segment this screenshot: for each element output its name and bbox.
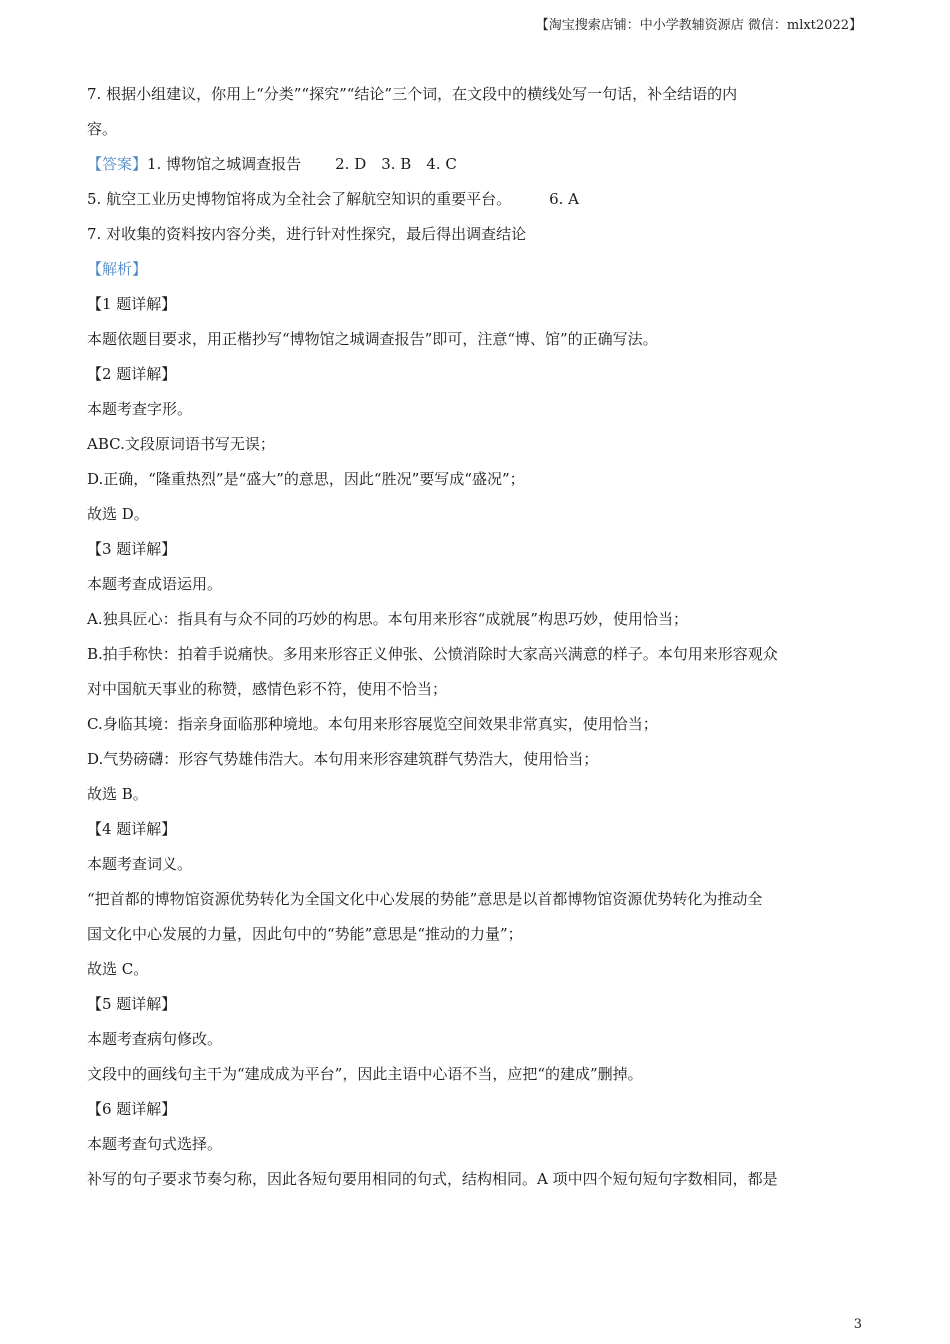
analysis-tag: 【解析】: [87, 260, 148, 278]
section-3-title: 【3 题详解】: [87, 540, 177, 558]
section-1-title: 【1 题详解】: [87, 295, 177, 313]
section-3-line: B.拍手称快：拍着手说痛快。多用来形容正义伸张、公愤消除时大家高兴满意的样子。本句用来形容观众: [87, 645, 778, 663]
section-2-line: ABC.文段原词语书写无误；: [87, 435, 275, 453]
section-4-line: 本题考查词义。: [87, 855, 193, 873]
section-5-line: 文段中的画线句主干为“建成成为平台”，因此主语中心语不当，应把“的建成”删掉。: [87, 1065, 643, 1083]
section-5-line: 本题考查病句修改。: [87, 1030, 223, 1048]
section-3-line: 对中国航天事业的称赞，感情色彩不符，使用不恰当；: [87, 680, 448, 698]
section-4-line: 故选 C。: [87, 960, 149, 978]
answer-5: 5. 航空工业历史博物馆将成为全社会了解航空知识的重要平台。: [87, 190, 512, 208]
question-7-line-1: 7. 根据小组建议，你用上“分类”“探究”“结论”三个词，在文段中的横线处写一句话，补全结语的内: [87, 85, 738, 103]
page-number: 3: [853, 1317, 862, 1332]
section-6-title: 【6 题详解】: [87, 1100, 177, 1118]
page-header-watermark: 【淘宝搜索店铺：中小学教辅资源店 微信：mlxt2022】: [535, 18, 862, 33]
section-4-title: 【4 题详解】: [87, 820, 177, 838]
section-1-line: 本题依题目要求，用正楷抄写“博物馆之城调查报告”即可，注意“博、馆”的正确写法。: [87, 330, 658, 348]
section-2-line: D.正确，“隆重热烈”是“盛大”的意思，因此“胜况”要写成“盛况”；: [87, 470, 525, 488]
section-2-line: 故选 D。: [87, 505, 149, 523]
answer-tag: 【答案】: [87, 155, 148, 173]
section-2-line: 本题考查字形。: [87, 400, 193, 418]
section-3-line: 故选 B。: [87, 785, 148, 803]
answer-6: 6. A: [549, 190, 580, 208]
question-7-line-2: 容。: [87, 120, 118, 138]
section-3-line: D.气势磅礴：形容气势雄伟浩大。本句用来形容建筑群气势浩大，使用恰当；: [87, 750, 599, 768]
answer-1: 1. 博物馆之城调查报告: [147, 155, 302, 173]
answer-2: 2. D: [335, 155, 367, 173]
answer-line-1: [87, 147, 862, 182]
section-4-line: “把首都的博物馆资源优势转化为全国文化中心发展的势能”意思是以首都博物馆资源优势转化为推动全: [87, 890, 763, 908]
section-2-title: 【2 题详解】: [87, 365, 177, 383]
section-3-line: C.身临其境：指亲身面临那种境地。本句用来形容展览空间效果非常真实，使用恰当；: [87, 715, 658, 733]
section-3-line: A.独具匠心：指具有与众不同的巧妙的构思。本句用来形容“成就展”构思巧妙，使用恰当；: [87, 610, 688, 628]
section-6-line: 补写的句子要求节奏匀称，因此各短句要用相同的句式，结构相同。A 项中四个短句短句字数相同，都是: [87, 1170, 778, 1188]
section-5-title: 【5 题详解】: [87, 995, 177, 1013]
section-3-line: 本题考查成语运用。: [87, 575, 223, 593]
answer-7: 7. 对收集的资料按内容分类，进行针对性探究，最后得出调查结论: [87, 225, 527, 243]
answer-3: 3. B: [381, 155, 412, 173]
answer-line-2: [87, 182, 862, 217]
answer-4: 4. C: [426, 155, 457, 173]
section-6-line: 本题考查句式选择。: [87, 1135, 223, 1153]
section-4-line: 国文化中心发展的力量，因此句中的“势能”意思是“推动的力量”；: [87, 925, 523, 943]
document-body: [87, 77, 862, 1197]
